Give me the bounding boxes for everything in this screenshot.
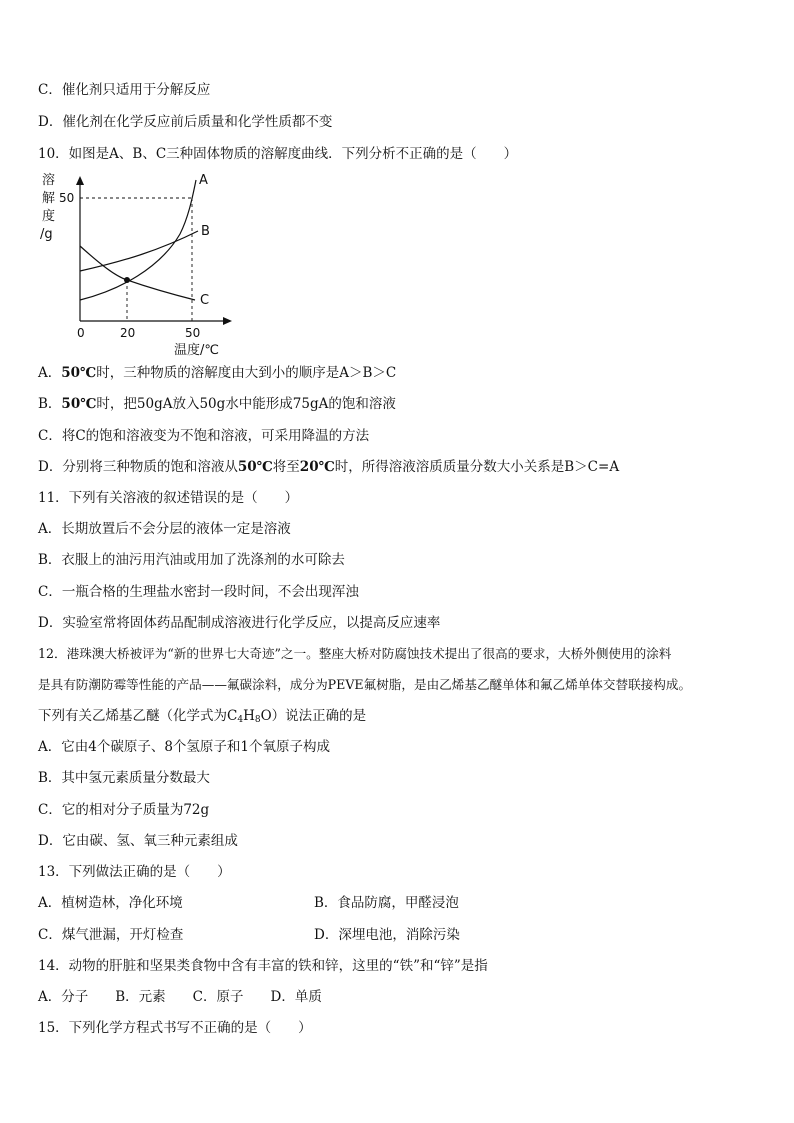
q12-stem-line2: 是具有防潮防霉等性能的产品——氟碳涂料，成分为PEVE氟树脂，是由乙烯基乙醚单体和氟乙烯单体交替联接构成。 <box>38 677 692 692</box>
formula-subscript-8: 8 <box>254 715 261 725</box>
q12-option-d: D．它由碳、氢、氧三种元素组成 <box>38 833 238 849</box>
y-tick-50: 50 <box>59 191 75 205</box>
q13-stem: 13．下列做法正确的是（ ） <box>38 864 231 880</box>
q15-stem: 15．下列化学方程式书写不正确的是（ ） <box>38 1020 312 1036</box>
q9-option-d: D．催化剂在化学反应前后质量和化学性质都不变 <box>38 114 333 130</box>
q11-option-c: C．一瓶合格的生理盐水密封一段时间，不会出现浑浊 <box>38 584 359 600</box>
q12-option-a: A．它由4个碳原子、8个氢原子和1个氧原子构成 <box>38 739 331 755</box>
x-tick-50: 50 <box>185 326 201 340</box>
q10-option-b <box>38 396 396 412</box>
formula-subscript-4: 4 <box>237 715 244 725</box>
q10-option-b-temp: 50℃ <box>61 396 97 412</box>
curve-b <box>80 231 198 271</box>
y-axis-arrow <box>76 176 84 185</box>
formula-h: H <box>243 708 255 724</box>
q10-option-a <box>38 365 396 381</box>
q10-option-c: C．将C的饱和溶液变为不饱和溶液，可采用降温的方法 <box>38 428 370 444</box>
q10-option-d-text1: D．分别将三种物质的饱和溶液从 <box>38 459 238 475</box>
intersection-point <box>124 277 130 283</box>
q12-stem-line1: 12．港珠澳大桥被评为“新的世界七大奇迹”之一。整座大桥对防腐蚀技术提出了很高的要求，大桥外侧使用的涂料 <box>38 646 672 661</box>
q12-option-b: B．其中氢元素质量分数最大 <box>38 770 210 786</box>
x-tick-20: 20 <box>120 326 136 340</box>
q10-option-d-text2: 将至 <box>272 459 300 475</box>
solubility-curve-graph <box>30 168 240 358</box>
q14-options: A．分子 B．元素 C．原子 D．单质 <box>38 989 322 1005</box>
q10-option-d-text3: 时，所得溶液溶质质量分数大小关系是B＞C=A <box>334 459 620 475</box>
x-axis-label: 温度/℃ <box>174 343 219 358</box>
y-label-char-1: 溶 <box>42 173 56 188</box>
q11-stem: 11．下列有关溶液的叙述错误的是（ ） <box>38 490 299 506</box>
y-label-char-2: 解 <box>42 191 56 206</box>
y-label-char-3: 度 <box>42 209 56 224</box>
q13-option-c: C．煤气泄漏，开灯检查 <box>38 927 184 943</box>
q10-option-a-temp: 50℃ <box>61 365 97 381</box>
q14-stem: 14．动物的肝脏和坚果类食物中含有丰富的铁和锌，这里的“铁”和“锌”是指 <box>38 958 488 974</box>
q10-option-a-prefix: A． <box>38 365 62 381</box>
q10-option-b-text: 时，把50gA放入50g水中能形成75gA的饱和溶液 <box>96 396 396 412</box>
q11-option-a: A．长期放置后不会分层的液体一定是溶液 <box>38 521 291 537</box>
q12-stem-prefix: 下列有关乙烯基乙醚（化学式为C <box>38 708 238 724</box>
q10-option-a-text: 时，三种物质的溶解度由大到小的顺序是A＞B＞C <box>96 365 397 381</box>
q13-option-b: B．食品防腐，甲醛浸泡 <box>314 895 459 911</box>
x-axis-arrow <box>223 317 232 325</box>
q12-stem-suffix: O）说法正确的是 <box>260 708 367 724</box>
q12-stem-line3 <box>38 708 366 728</box>
q10-option-d-temp2: 20℃ <box>299 459 335 475</box>
curve-c <box>80 246 195 300</box>
q13-option-a: A．植树造林，净化环境 <box>38 895 183 911</box>
curve-a-label: A <box>199 173 208 188</box>
q10-option-d-temp1: 50℃ <box>237 459 273 475</box>
q10-option-d <box>38 459 619 475</box>
x-tick-0: 0 <box>77 326 85 340</box>
curve-b-label: B <box>201 224 210 239</box>
q12-option-c: C．它的相对分子质量为72g <box>38 802 210 818</box>
q11-option-d: D．实验室常将固体药品配制成溶液进行化学反应，以提高反应速率 <box>38 615 441 631</box>
q9-option-c: C．催化剂只适用于分解反应 <box>38 82 211 98</box>
q11-option-b: B．衣服上的油污用汽油或用加了洗涤剂的水可除去 <box>38 552 345 568</box>
q10-option-b-prefix: B． <box>38 396 62 412</box>
y-label-unit: /g <box>40 227 53 242</box>
curve-c-label: C <box>200 293 210 308</box>
q13-option-d: D．深埋电池，消除污染 <box>314 927 460 943</box>
q10-stem: 10．如图是A、B、C三种固体物质的溶解度曲线．下列分析不正确的是（ ） <box>38 146 518 162</box>
